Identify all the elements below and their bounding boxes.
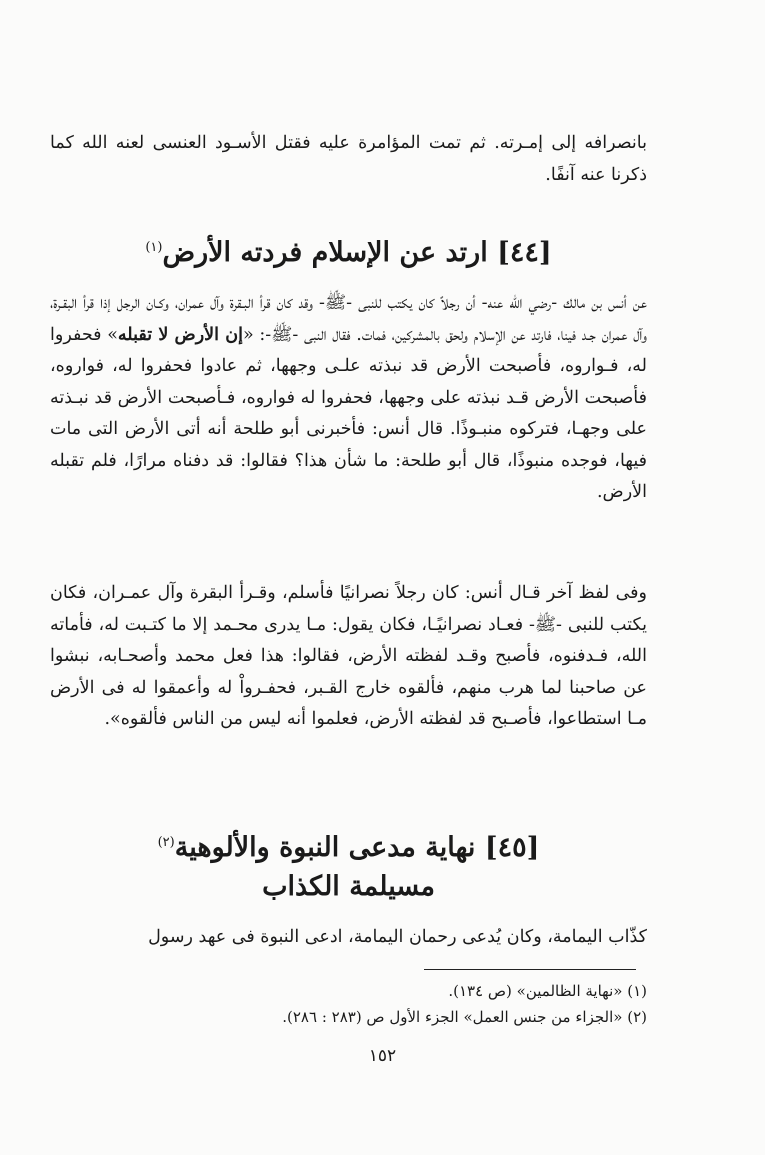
- section-44-paragraph-2: وفى لفظ آخر قـال أنس: كان رجلاً نصرانيًا فأسلم، وقـرأ البقرة وآل عمـران، فكان يكتب للنبى -ﷺ- فعـاد نصرانيًـا، فكان يقول: مـا يدرى محـمد إلا ما كتـبت له، فأماته الله، فـدفنوه، فأصبح وقـد لفظته الأرض، فقالوا: هذا فعل محمد وأصحـابه، نبشوا عن صاحبنا لما هرب منهم، فألقوه خارج القـبر، فحفـرواْ له وأعمقوا له فى الأرض مـا استطاعوا، فأصـبح قد لفظته الأرض، فعلموا أنه ليس من الناس فألقوه».: [50, 583, 647, 729]
- section-44-paragraph-1: [50, 288, 647, 509]
- footnote-ref-2: (٢): [157, 835, 175, 850]
- page-number: ١٥٢: [368, 1046, 397, 1066]
- paragraph-text: » فحفروا له، فـواروه، فأصبحت الأرض قد نبذته علـى وجهها، ثم عادوا فحفروا له، فواروه، فأصبحت الأرض قـد نبذته على وجهها، فحفروا له فواروه، فـأصبحت الأرض قد نبـذته على وجهـا، فتركوه منبـوذًا. قال أنس: فأخبرنى أبو طلحة أنه أتى الأرض التى مات فيها، فوجده منبوذًا، قال أبو طلحة: ما شأن هذا؟ فقالوا: قد دفناه مرارًا، فلم تقبله الأرض.: [50, 324, 647, 502]
- section-45-title: [٤٥] نهاية مدعى النبوة والألوهية: [174, 832, 540, 863]
- bold-hadith-quote: إن الأرض لا تقبله: [117, 324, 243, 345]
- footnote-divider: [424, 969, 636, 970]
- paragraph-text: عن أنس بن مالك -رضي الله عنه- أن رجلاً كان يكتب للنبى -ﷺ- وقد كان قرأ البـقرة وآل عمران، وكـان الرجل إذا قرأ البقـرة، وآل عمران جـد فينا، فارتد عن الإسلام ولحق بالمشركين، فمات. فقال النبى -ﷺ-: «: [50, 293, 647, 345]
- footnote-2: (٢) «الجزاء من جنس العمل» الجزء الأول ص (٢٨٣ : ٢٨٦).: [282, 1008, 647, 1026]
- section-45-heading: [50, 823, 647, 868]
- section-45-paragraph-1: كذّاب اليمامة، وكان يُدعى رحمان اليمامة، ادعى النبوة فى عهد رسول: [148, 927, 647, 947]
- intro-paragraph: بانصرافه إلى إمـرته. ثم تمت المؤامرة عليه فقتل الأسـود العنسى لعنه الله كما ذكرنا عنه آنفًا.: [50, 133, 647, 185]
- section-44-title: [٤٤] ارتد عن الإسلام فردته الأرض: [162, 237, 552, 268]
- section-45-subheading: مسيلمة الكذاب: [262, 871, 435, 902]
- section-44-heading: [50, 228, 647, 273]
- footnote-1: (١) «نهاية الظالمين» (ص ١٣٤).: [448, 982, 647, 1000]
- footnote-ref-1: (١): [145, 240, 163, 255]
